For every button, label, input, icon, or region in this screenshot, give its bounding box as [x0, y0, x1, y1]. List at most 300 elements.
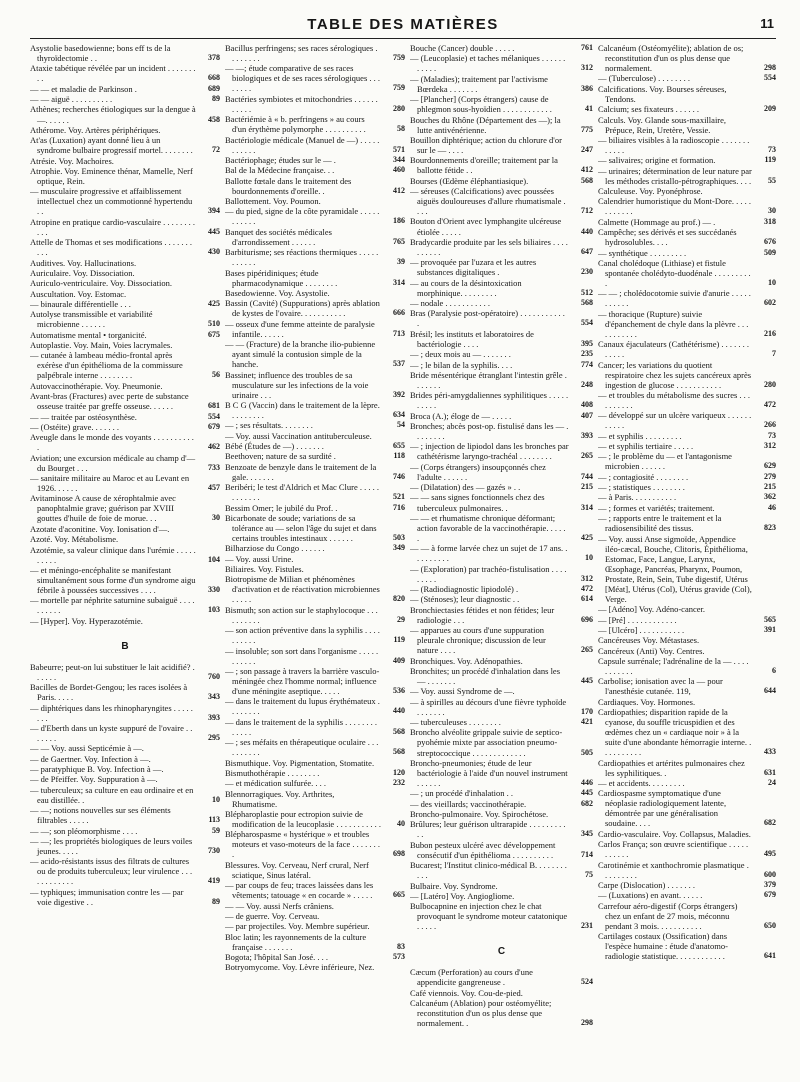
- index-entry: [410, 349, 593, 359]
- entry-text: Blessures. Voy. Cerveau, Nerf crural, Nerf sciatique, Sinus latéral.: [225, 859, 369, 880]
- entry-page-number: 629: [764, 461, 776, 471]
- index-entry: [225, 227, 405, 247]
- entry-text: — ; deux mois au — . . . . . . .: [410, 349, 511, 360]
- index-entry: [410, 625, 593, 655]
- entry-page-number: 440: [581, 226, 593, 236]
- index-entry: [598, 625, 776, 635]
- entry-page-number: 412: [393, 185, 405, 195]
- entry-text: Asystolie basedowienne; bons eff ts de la thyroïdectomie . .: [30, 43, 171, 64]
- entry-text: Calmette (Hommage au prof.) — .: [598, 216, 716, 227]
- index-entry: [30, 84, 220, 94]
- entry-page-number: 216: [764, 328, 776, 338]
- entry-text: — tuberculeux; sa culture en eau ordinaire et en eau distillée. .: [30, 784, 194, 805]
- entry-text: Bismuthothérapie . . . . . . . .: [225, 767, 320, 778]
- entry-page-number: 714: [581, 849, 593, 859]
- entry-text: Carlos França; son œuvre scientifique . . . . . . . . . . .: [598, 839, 749, 860]
- entry-text: Calcanéum (Ablation) pour ostéomyélite; reconstitution d'un os plus dense que normalement. .: [410, 998, 552, 1029]
- entry-text: Azotate d'aconitine. Voy. Ionisation d'—.: [30, 523, 170, 534]
- entry-text: — — à forme larvée chez un sujet de 17 ans. . . . . . . . . .: [410, 543, 568, 564]
- index-entry: [30, 754, 220, 764]
- entry-text: — ; rapports entre le traitement et la radiosensibilité des tissus.: [598, 513, 722, 534]
- entry-text: — au cours de la désintoxication morphinique. . . . . . . . .: [410, 277, 522, 298]
- entry-page-number: 689: [208, 83, 220, 93]
- entry-text: — à spirilles au décours d'une fièvre typhoïde . . . . . . .: [410, 696, 567, 717]
- index-entry: [225, 901, 405, 911]
- entry-page-number: 30: [768, 206, 776, 216]
- entry-text: — séreuses (Calcifications) avec poussées aiguës douloureuses d'allure rhumatismale . . . .: [410, 186, 566, 217]
- entry-text: — son action préventive dans la syphilis . . . . . . . . . .: [225, 625, 380, 646]
- index-entry: [598, 217, 776, 227]
- index-entry: [410, 421, 593, 441]
- entry-text: Bucarest; l'Institut clinico-médical B. . . . . . . . . . .: [410, 860, 567, 881]
- entry-text: Broncho-pneumonies; étude de leur bactériologie à l'aide d'un nouvel instrument . . . . . .: [410, 757, 568, 788]
- entry-page-number: 675: [208, 329, 220, 339]
- entry-page-number: 75: [585, 870, 593, 880]
- index-entry: [225, 554, 405, 564]
- entry-page-number: 568: [393, 726, 405, 736]
- index-entry: [598, 309, 776, 339]
- index-entry: [410, 799, 593, 809]
- entry-text: — synthétique . . . . . . . . .: [598, 247, 687, 258]
- entry-text: Bessim Omer; le jubilé du Prof. .: [225, 502, 338, 513]
- entry-text: — ; statistiques . . . . . . . .: [598, 482, 685, 493]
- entry-page-number: 774: [581, 359, 593, 369]
- index-entry: [598, 472, 776, 482]
- index-entry: [410, 594, 593, 604]
- index-entry: [30, 258, 220, 268]
- index-entry: [225, 43, 405, 63]
- entry-page-number: 554: [581, 318, 593, 328]
- entry-page-number: 602: [764, 298, 776, 308]
- entry-text: — —; son pléomorphisme . . . .: [30, 825, 138, 836]
- entry-text: Beribéri; le test d'Aldrich et Mac Clure . . . . . . . . . . . .: [225, 482, 380, 503]
- index-entry: [225, 298, 405, 318]
- index-entry: [30, 309, 220, 329]
- entry-page-number: 6: [772, 665, 776, 675]
- index-entry: [598, 104, 776, 114]
- index-entry: [598, 901, 776, 931]
- index-entry: [225, 165, 405, 175]
- entry-text: Bismuth; son action sur le staphylocoque . . . . . . . . . .: [225, 604, 378, 625]
- index-entry: [225, 482, 405, 502]
- entry-page-number: 7: [772, 349, 776, 359]
- index-column-4: [598, 43, 776, 1074]
- index-entry: [30, 774, 220, 784]
- entry-text: — et troubles du métabolisme des sucres . . . . . . . . . .: [598, 389, 751, 410]
- index-entry: [410, 492, 593, 512]
- entry-text: Attelle de Thomas et ses modifications . . . . . . . . . .: [30, 237, 193, 258]
- entry-text: Cancéreux (Anti) Voy. Centres.: [598, 645, 705, 656]
- entry-text: Azoté. Voy. Métabolisme.: [30, 534, 119, 545]
- entry-text: Barbiturisme; ses réactions thermiques . . . . . . . . . . .: [225, 247, 379, 268]
- index-entry: [410, 115, 593, 135]
- index-entry: [225, 932, 405, 952]
- entry-text: — ; ses méfaits en thérapeutique oculaire . . . . . . . . . .: [225, 737, 379, 758]
- index-entry: [598, 390, 776, 410]
- entry-page-number: 231: [581, 921, 593, 931]
- index-entry: [30, 805, 220, 825]
- index-entry: [410, 257, 593, 277]
- index-entry: [598, 676, 776, 696]
- index-entry: [30, 453, 220, 473]
- entry-text: — et méningo-encéphalite se manifestant simultanément sous forme d'un syndrome aigu fébrile à poussées successives . . . .: [30, 564, 196, 595]
- entry-page-number: 113: [208, 815, 220, 825]
- index-entry: [598, 604, 776, 614]
- entry-text: Bouillon diphtérique; action du chlorure d'or sur le — . . . .: [410, 134, 562, 155]
- entry-page-number: 761: [581, 43, 593, 52]
- entry-text: Bulbocapnine en injection chez le chat provoquant le syndrome moteur catatonique . . . . .: [410, 901, 568, 932]
- entry-page-number: 393: [581, 431, 593, 441]
- entry-text: Carotinémie et xanthochromie plasmatique . . . . . . . . .: [598, 859, 749, 880]
- entry-text: — binaurale différentielle . . .: [30, 298, 131, 309]
- entry-page-number: 386: [581, 83, 593, 93]
- entry-page-number: 58: [397, 124, 405, 134]
- entry-page-number: 445: [581, 788, 593, 798]
- entry-text: Bourses (Œdème éléphantiasique).: [410, 175, 529, 186]
- entry-text: — apparues au cours d'une suppuration pleurale chronique; discussion de leur nature . . . .: [410, 625, 546, 656]
- index-entry: [598, 451, 776, 471]
- entry-page-number: 55: [768, 175, 776, 185]
- index-entry: [598, 646, 776, 656]
- entry-text: Banquet des sociétés médicales d'arrondissement . . . . . .: [225, 226, 332, 247]
- entry-text: Cardiopathies et artérites pulmonaires chez les syphilitiques. .: [598, 757, 745, 778]
- entry-text: Bal de la Médecine française. . .: [225, 165, 335, 176]
- entry-text: Calcanéum (Ostéomyélite); ablation de os; reconstitution d'un os plus dense que normalement.: [598, 43, 744, 74]
- entry-page-number: 676: [764, 237, 776, 247]
- entry-page-number: 104: [208, 554, 220, 564]
- entry-text: Calcium; ses fixateurs . . . . . .: [598, 104, 700, 115]
- index-entry: [410, 809, 593, 819]
- entry-page-number: 744: [581, 471, 593, 481]
- entry-page-number: 537: [393, 359, 405, 369]
- entry-page-number: 472: [581, 584, 593, 594]
- entry-page-number: 30: [212, 513, 220, 523]
- entry-text: Ballotte fœtale dans le traitement des bourdonnements d'oreille. .: [225, 175, 352, 196]
- entry-text: — nodale . . . . . . . . . . .: [410, 298, 491, 309]
- index-entry: [598, 492, 776, 502]
- index-entry: [410, 370, 593, 390]
- entry-text: — de Gaertner. Voy. Infection à —.: [30, 753, 151, 764]
- entry-text: — sanitaire militaire au Maroc et au Levant en 1926. . . . . .: [30, 472, 190, 494]
- entry-page-number: 682: [581, 798, 593, 808]
- entry-page-number: 634: [393, 410, 405, 420]
- entry-text: — — ; cholédocotomie suivie d'anurie . . . . . . . . . . .: [598, 288, 751, 309]
- index-entry: [225, 503, 405, 513]
- entry-text: — — traitée par ostéosynthèse.: [30, 411, 137, 422]
- entry-text: Brésil; les instituts et laboratoires de bactériologie . . . .: [410, 328, 534, 349]
- entry-page-number: 247: [581, 144, 593, 154]
- entry-page-number: 266: [764, 420, 776, 430]
- entry-page-number: 554: [764, 73, 776, 83]
- index-entry: [410, 441, 593, 461]
- entry-page-number: 330: [208, 584, 220, 594]
- entry-text: — tuberculeuses . . . . . . . .: [410, 717, 501, 728]
- index-entry: [30, 887, 220, 907]
- entry-page-number: 314: [581, 502, 593, 512]
- entry-text: Campêche; ses dérivés et ses succédanés hydrosolubles. . . .: [598, 227, 737, 248]
- entry-page-number: 343: [208, 692, 220, 702]
- entry-page-number: 10: [768, 277, 776, 287]
- index-entry: [225, 829, 405, 859]
- entry-text: Calendrier humoristique du Mont-Dore. . . . . . . . . . . .: [598, 196, 751, 217]
- index-entry: [598, 890, 776, 900]
- index-entry: [30, 616, 220, 626]
- entry-text: — développé sur un ulcère variqueux . . . . . . . . . . .: [598, 410, 752, 431]
- index-entry: [225, 268, 405, 288]
- entry-text: — (Maladies); traitement par l'activisme Bœrdeka . . . . . . .: [410, 73, 548, 94]
- entry-text: Botryomycome. Voy. Lèvre inférieure, Nez.: [225, 962, 375, 973]
- entry-text: Broncho-pulmonaire. Voy. Spirochétose.: [410, 808, 549, 819]
- entry-page-number: 39: [397, 257, 405, 267]
- index-entry: [410, 788, 593, 798]
- entry-text: — Voy. aussi Vaccination antituberculeuse.: [225, 430, 372, 441]
- entry-text: — — (Fracture) de la branche ilio-pubienne ayant simulé la contusion simple de la hanche.: [225, 339, 376, 370]
- entry-page-number: 46: [768, 502, 776, 512]
- entry-page-number: 230: [581, 267, 593, 277]
- entry-page-number: 349: [393, 543, 405, 553]
- index-entry: [598, 410, 776, 430]
- entry-page-number: 505: [581, 747, 593, 757]
- entry-page-number: 509: [764, 247, 776, 257]
- index-entry: [410, 840, 593, 860]
- entry-text: Athérome. Voy. Artères périphériques.: [30, 124, 161, 135]
- index-entry: [30, 330, 220, 340]
- entry-text: Bronchiques. Voy. Adénopathies.: [410, 655, 523, 666]
- entry-text: Bases pipéridiniques; étude pharmacodynamique . . . . . . . .: [225, 267, 338, 288]
- entry-page-number: 820: [393, 594, 405, 604]
- entry-text: Cancéreuses Voy. Métastases.: [598, 635, 700, 646]
- index-entry: [30, 299, 220, 309]
- entry-text: — — Voy. aussi Nerfs crâniens.: [225, 900, 334, 911]
- entry-text: — salivaires; origine et formation.: [598, 155, 716, 166]
- entry-page-number: 495: [764, 849, 776, 859]
- entry-text: — — Voy. aussi Septicémie à —.: [30, 743, 144, 754]
- index-entry: [225, 605, 405, 625]
- index-entry: [410, 237, 593, 257]
- entry-text: — ; le problème du — et l'antagonisme microbien . . . . . .: [598, 451, 732, 472]
- index-entry: [598, 482, 776, 492]
- entry-text: Bronchiectasies fétides et non fétides; leur radiologie . . .: [410, 604, 555, 625]
- entry-text: — urinaires; détermination de leur nature par les méthodes cristallo-pétrographiques. . . .: [598, 165, 752, 186]
- entry-text: — Voy. aussi Urine.: [225, 553, 294, 564]
- entry-text: — ; injection de lipiodol dans les bronches par cathétérisme laryngo-trachéal . . . . . . . .: [410, 441, 569, 462]
- index-entry: [30, 278, 220, 288]
- page-header: [30, 12, 776, 39]
- index-entry: [598, 84, 776, 104]
- entry-page-number: 650: [764, 920, 776, 930]
- index-entry: [410, 891, 593, 901]
- entry-page-number: 666: [393, 308, 405, 318]
- entry-text: — acido-résistants issus des filtrats de cultures ou de produits tuberculeux; leur virulence . . . . . . . . . . . .: [30, 856, 193, 887]
- index-entry: [410, 155, 593, 175]
- entry-text: — musculaire progressive et affaiblissement intellectuel chez un commotionné hypertendu . .: [30, 186, 193, 217]
- index-entry: [30, 104, 220, 124]
- entry-text: — (Exploration) par trachéo-fistulisation . . . . . . . . .: [410, 563, 567, 584]
- entry-text: — —; les propriétés biologiques de leurs voiles jeunes. . . . .: [30, 835, 193, 856]
- entry-page-number: 565: [764, 614, 776, 624]
- index-entry: [30, 662, 220, 682]
- entry-page-number: 73: [768, 144, 776, 154]
- entry-text: Bogota; l'hôpital San José. . . .: [225, 952, 329, 963]
- entry-page-number: 344: [393, 155, 405, 164]
- entry-page-number: 419: [208, 876, 220, 886]
- entry-text: Bloc latin; les rayonnements de la culture française . . . . . . .: [225, 931, 367, 952]
- index-entry: [598, 186, 776, 196]
- index-entry: [30, 63, 220, 83]
- entry-text: Azotémie, sa valeur clinique dans l'urémie . . . . . . . . . .: [30, 544, 196, 565]
- entry-text: — thoracique (Rupture) suivie d'épanchement de chyle dans la plèvre . . . . . . . . . . .: [598, 308, 749, 339]
- entry-page-number: 235: [581, 349, 593, 359]
- index-entry: [598, 860, 776, 880]
- entry-text: — biliaires visibles à la radioscopie . . . . . . . . . . . .: [598, 134, 750, 155]
- index-entry: [225, 646, 405, 666]
- entry-text: Automatisme mental • torganicité.: [30, 329, 147, 340]
- index-entry: [410, 988, 593, 998]
- entry-text: — osseux d'une femme atteinte de paralysie infantile. . . . . .: [225, 318, 375, 339]
- index-entry: [410, 482, 593, 492]
- index-entry: [225, 860, 405, 880]
- entry-page-number: 472: [764, 399, 776, 409]
- entry-text: Biotropisme de Milian et phénomènes d'activation et de réactivation microbiennes . . . . .: [225, 574, 380, 605]
- entry-page-number: 391: [764, 624, 776, 634]
- index-entry: [410, 697, 593, 717]
- entry-text: — de guerre. Voy. Cerveau.: [225, 910, 320, 921]
- entry-page-number: 295: [208, 733, 220, 743]
- index-entry: [598, 288, 776, 308]
- entry-text: Bride mésentérique étranglant l'intestin grêle . . . . . . .: [410, 369, 567, 390]
- entry-text: Bactéries symbiotes et mitochondries . . . . . . . . . . .: [225, 93, 378, 114]
- entry-page-number: 298: [581, 1018, 593, 1028]
- entry-text: — (Tuberculose) . . . . . . . .: [598, 73, 690, 84]
- index-entry: [598, 258, 776, 288]
- index-entry: [410, 967, 593, 987]
- index-entry: [225, 288, 405, 298]
- index-entry: [225, 155, 405, 165]
- index-entry: [30, 682, 220, 702]
- index-entry: [30, 340, 220, 350]
- entry-text: — par projectiles. Voy. Membre supérieur.: [225, 921, 370, 932]
- index-entry: [225, 789, 405, 809]
- index-entry: [30, 125, 220, 135]
- entry-text: — ; formes et variétés; traitement.: [598, 502, 715, 513]
- entry-page-number: 119: [393, 635, 405, 645]
- entry-page-number: 696: [581, 614, 593, 624]
- entry-text: — typhiques; immunisation contre les — par voie digestive . .: [30, 886, 184, 907]
- index-entry: [225, 625, 405, 645]
- entry-text: — (Radiodiagnostic lipiodolé) .: [410, 584, 519, 595]
- entry-text: — des vieillards; vaccinothérapie.: [410, 798, 527, 809]
- index-entry: [598, 707, 776, 757]
- index-entry: [30, 156, 220, 166]
- entry-page-number: 298: [764, 63, 776, 73]
- index-entry: [598, 73, 776, 83]
- entry-page-number: 379: [764, 879, 776, 889]
- entry-page-number: 568: [581, 175, 593, 185]
- entry-text: — ; le bilan de la syphilis. . . .: [410, 359, 513, 370]
- entry-page-number: 760: [208, 671, 220, 681]
- index-entry: [30, 217, 220, 237]
- index-entry: [598, 778, 776, 788]
- entry-page-number: 730: [208, 845, 220, 855]
- index-entry: [410, 135, 593, 155]
- index-column-1: [30, 43, 220, 1074]
- entry-text: Capsule surrénale; l'adrénaline de la — . . . . . . . . . . .: [598, 655, 749, 676]
- index-entry: [410, 186, 593, 216]
- entry-text: — mortelle par néphrite saturnine subaiguë . . . . . . . . . .: [30, 595, 195, 616]
- index-column-3: [410, 43, 593, 1074]
- entry-page-number: 568: [581, 298, 593, 308]
- index-entry: [30, 43, 220, 63]
- entry-page-number: 170: [581, 706, 593, 716]
- index-entry: [410, 329, 593, 349]
- entry-page-number: 345: [581, 829, 593, 839]
- entry-text: Brides péri-amygdaliennes syphilitiques . . . . . . . . . .: [410, 390, 569, 411]
- entry-text: Carrefour aéro-digestif (Corps étrangers) chez un enfant de 27 mois, méconnu pendant 3 mois. . . . . . . . . . .: [598, 900, 738, 931]
- entry-page-number: 460: [393, 165, 405, 175]
- entry-text: Calculs. Voy. Glande sous-maxillaire, Prépuce, Rein, Uretère, Vessie.: [598, 114, 727, 135]
- entry-text: Calcifications. Voy. Bourses séreuses, Tendons.: [598, 83, 727, 104]
- entry-text: Auditives. Voy. Hallucinations.: [30, 257, 137, 268]
- entry-page-number: 440: [393, 706, 405, 716]
- entry-text: — —; étude comparative de ses races biologiques et de ses races sérologiques . . . . . . . .: [225, 63, 381, 94]
- entry-page-number: 647: [581, 246, 593, 256]
- index-entry: [30, 826, 220, 836]
- entry-page-number: 644: [764, 686, 776, 696]
- entry-text: — [Adéno] Voy. Adéno-cancer.: [598, 604, 706, 615]
- page-number: 11: [760, 16, 774, 31]
- index-entry: [225, 574, 405, 604]
- entry-page-number: 393: [208, 712, 220, 722]
- index-entry: [410, 298, 593, 308]
- index-entry: [30, 381, 220, 391]
- index-entry: [30, 565, 220, 595]
- entry-page-number: 232: [393, 778, 405, 788]
- entry-page-number: 24: [768, 777, 776, 787]
- index-entry: [410, 584, 593, 594]
- entry-page-number: 395: [581, 338, 593, 348]
- entry-page-number: 378: [208, 53, 220, 63]
- entry-text: Cardiopathies; disparition rapide de la cyanose, du souffle tricuspidien et des œdèmes chez un « cardiaque noir » à la suite d'une abondante hémorragie interne. . . . . . . . . . .: [598, 707, 752, 758]
- entry-text: Calculeuse. Voy. Pyonéphrose.: [598, 186, 703, 197]
- index-entry: [598, 503, 776, 513]
- entry-page-number: 445: [581, 676, 593, 685]
- entry-page-number: 312: [581, 573, 593, 583]
- entry-page-number: 10: [585, 553, 593, 563]
- index-entry: [598, 441, 776, 451]
- index-entry: [410, 605, 593, 625]
- entry-page-number: 521: [393, 492, 405, 502]
- entry-page-number: 409: [393, 655, 405, 665]
- index-entry: [410, 216, 593, 236]
- entry-page-number: 120: [393, 767, 405, 777]
- entry-text: Autolyse transmissible et variabilité microbienne . . . . . .: [30, 309, 153, 330]
- entry-page-number: 318: [764, 216, 776, 226]
- index-entry: [598, 135, 776, 155]
- entry-page-number: 503: [393, 532, 405, 542]
- index-entry: [30, 412, 220, 422]
- entry-page-number: 679: [208, 421, 220, 431]
- entry-page-number: 462: [208, 442, 220, 452]
- entry-page-number: 265: [581, 451, 593, 461]
- index-entry: [30, 703, 220, 723]
- entry-text: — (Ostéite) grave. . . . . . .: [30, 421, 119, 432]
- index-entry: [598, 758, 776, 778]
- entry-text: Bébé (Études de —) . . . . . . .: [225, 441, 324, 452]
- index-entry: [30, 856, 220, 886]
- entry-page-number: 765: [393, 236, 405, 246]
- index-entry: [410, 727, 593, 757]
- entry-page-number: 83: [397, 941, 405, 951]
